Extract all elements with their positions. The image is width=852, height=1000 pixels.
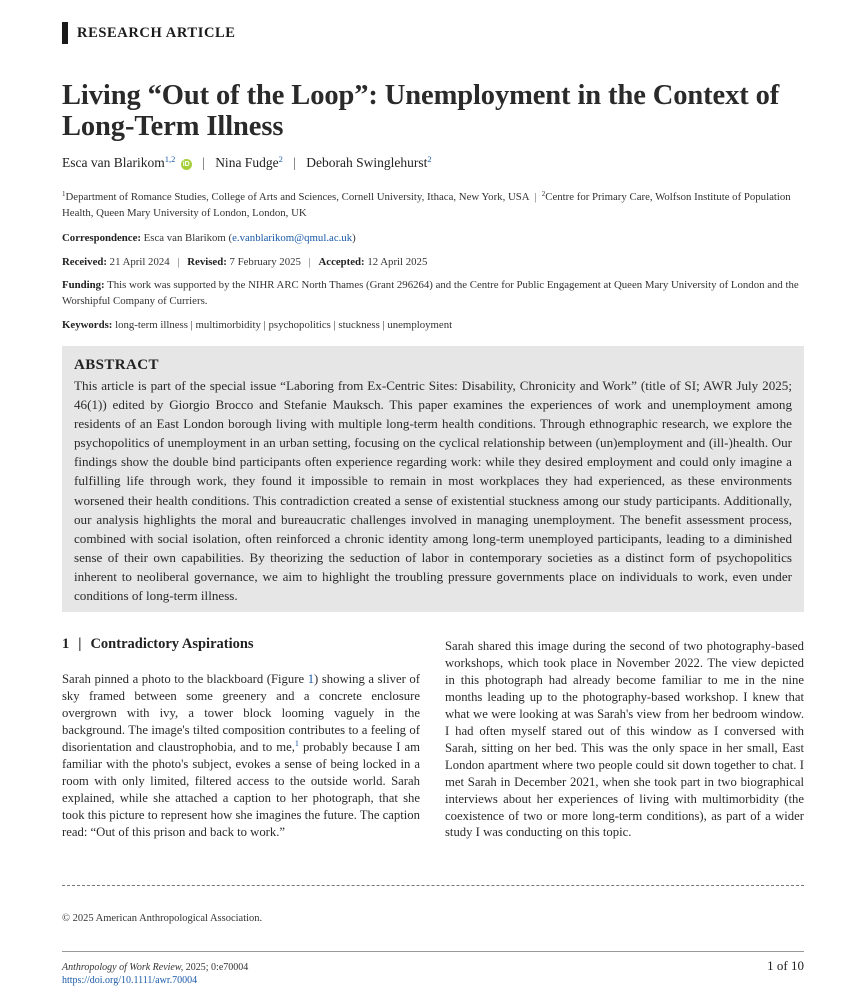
copyright-notice: © 2025 American Anthropological Association. [62,913,263,924]
revised-date: 7 February 2025 [229,256,301,268]
footnote-reference-link[interactable]: 1 [294,738,299,748]
abstract-box [62,346,804,612]
author-list [62,154,432,171]
author-separator: | [293,155,296,170]
accepted-date: 12 April 2025 [367,256,428,268]
section-heading [62,636,254,653]
body-paragraph [62,671,420,841]
affiliation-text: Centre for Primary Care, Wolfson Institute of Population Health, Queen Mary University of London, London, UK [62,191,791,219]
footnote-divider [62,885,804,886]
author-affiliation-sup: 2 [278,154,283,164]
correspondence: Correspondence: Esca van Blarikom (e.vanblarikom@qmul.ac.uk) [62,232,356,244]
keywords [62,317,804,333]
footer-divider [62,951,804,952]
abstract-text: This article is part of the special issue “Laboring from Ex-Centric Sites: Disability, Chronicity and Work” (title of SI; AWR July 2025; 46(1)) edited by Giorgio Brocco and Stefanie Mauksch. This paper examines the experiences of work and unemployment among residents of an East London borough living with multiple long-term health conditions. Through ethnographic research, we explore the psychopolitics of unemployment in an urban setting, focusing on the cyclical relationship between (un)employment and (ill-)health. Our findings show the double bind participants often experience regarding work: while they desired employment and could only imagine a fulfilling life through work, they found it impossible to remain in most workplaces they had experienced, as these environments worsened their health conditions. This contradiction created a sense of existential stuckness among our study participants. Additionally, our analysis highlights the moral and bureaucratic challenges involved in managing unemployment. The benefit assessment process, combined with social isolation, often reinforced a chronic identity among long-term unemployed participants, leading to a diminished sense of their own capabilities. By theorizing the seduction of labor in contemporary societies as a distinct form of psychopolitics inherent to neoliberal governance, we aim to highlight the troubling pressure governments place on individuals to work, even under conditions of long-term illness. [74,378,792,604]
revised-label: Revised: [187,256,227,268]
author-affiliation-sup: 2 [427,154,432,164]
affiliation-sup: 2 [541,190,546,198]
article-type-label: RESEARCH ARTICLE [62,22,236,44]
article-title: Living “Out of the Loop”: Unemployment in the Context of Long-Term Illness [62,80,780,142]
page-number: 1 of 10 [767,958,804,973]
body-paragraph: Sarah shared this image during the second of two photography-based workshops, which took place in November 2022. The view depicted in this photograph had already become familiar to me in the nine months leading up to the photography-based workshop. I knew that what we were looking at was Sarah's view from her bedroom window. I had often myself stared out of this window as I conversed with Sarah, sitting on her bed. This was the only space in her small, East London apartment where two people could sit down together to chat. I met Sarah in December 2021, when she took part in two biographical interviews about her experiences of living with multimorbidity (the coexistence of two or more long-term conditions), as part of a wider study I was conducting on this topic. [445,639,804,840]
affiliation-separator: | [534,191,537,203]
article-dates [62,254,804,270]
citation-details: 2025; 0:e70004 [183,962,249,973]
author-separator: | [202,155,205,170]
correspondence-email-link[interactable]: e.vanblarikom@qmul.ac.uk [232,232,353,244]
body-text: probably because I am familiar with the photo's subject, evokes a sense of being locked in a room with only limited, filtered access to the outside world. Sarah explained, while she attached a caption to her photograph, that she took this picture to represent how she imagines the future. The caption read: “Out of this prison and back to work.” [62,739,420,839]
section-title: Contradictory Aspirations [90,636,254,652]
correspondence-name: Esca van Blarikom [143,232,226,244]
body-text: Sarah pinned a photo to the blackboard (Figure [62,672,308,686]
date-separator: | [308,256,311,268]
funding-text: This work was supported by the NIHR ARC North Thames (Grant 296264) and the Centre for Public Engagement at Queen Mary University of London and the Worshipful Company of Curriers. [62,279,799,307]
doi-link[interactable]: https://doi.org/10.1111/awr.70004 [62,975,198,986]
author-affiliation-sup: 1,2 [164,154,176,164]
accepted-label: Accepted: [318,256,365,268]
keywords-label: Keywords: [62,319,113,331]
orcid-icon[interactable]: iD [182,161,190,168]
body-column-right [445,638,804,841]
keywords-text: long-term illness | multimorbidity | psychopolitics | stuckness | unemployment [115,319,453,331]
received-label: Received: [62,256,107,268]
affiliation-sup: 1 [62,190,66,198]
date-separator: | [177,256,180,268]
affiliation-text: Department of Romance Studies, College of Arts and Sciences, Cornell University, Ithaca, New York, USA [65,191,530,203]
figure-reference-link[interactable]: 1 [307,672,315,686]
abstract-heading: ABSTRACT [74,357,159,373]
affiliations [62,186,804,221]
received-date: 21 April 2024 [109,256,170,268]
correspondence-label: Correspondence: [62,232,141,244]
funding [62,277,804,309]
body-text: ) showing a sliver of sky framed between some greenery and a concrete enclosure overgrown with ivy, a tower block looming vaguely in the background. The image's tilted composition contributes to a feeling of disorientation and claustrophobia, and to me, [62,672,420,754]
funding-label: Funding: [62,279,105,291]
journal-name: Anthropology of Work Review, [62,962,184,973]
author-name[interactable]: Esca van Blarikom [62,155,165,170]
section-separator: | [78,636,82,652]
author-name[interactable]: Deborah Swinglehurst [306,155,428,170]
author-name[interactable]: Nina Fudge [215,155,279,170]
journal-citation [62,961,248,987]
body-column-left [62,671,420,841]
section-number: 1 [62,636,70,652]
